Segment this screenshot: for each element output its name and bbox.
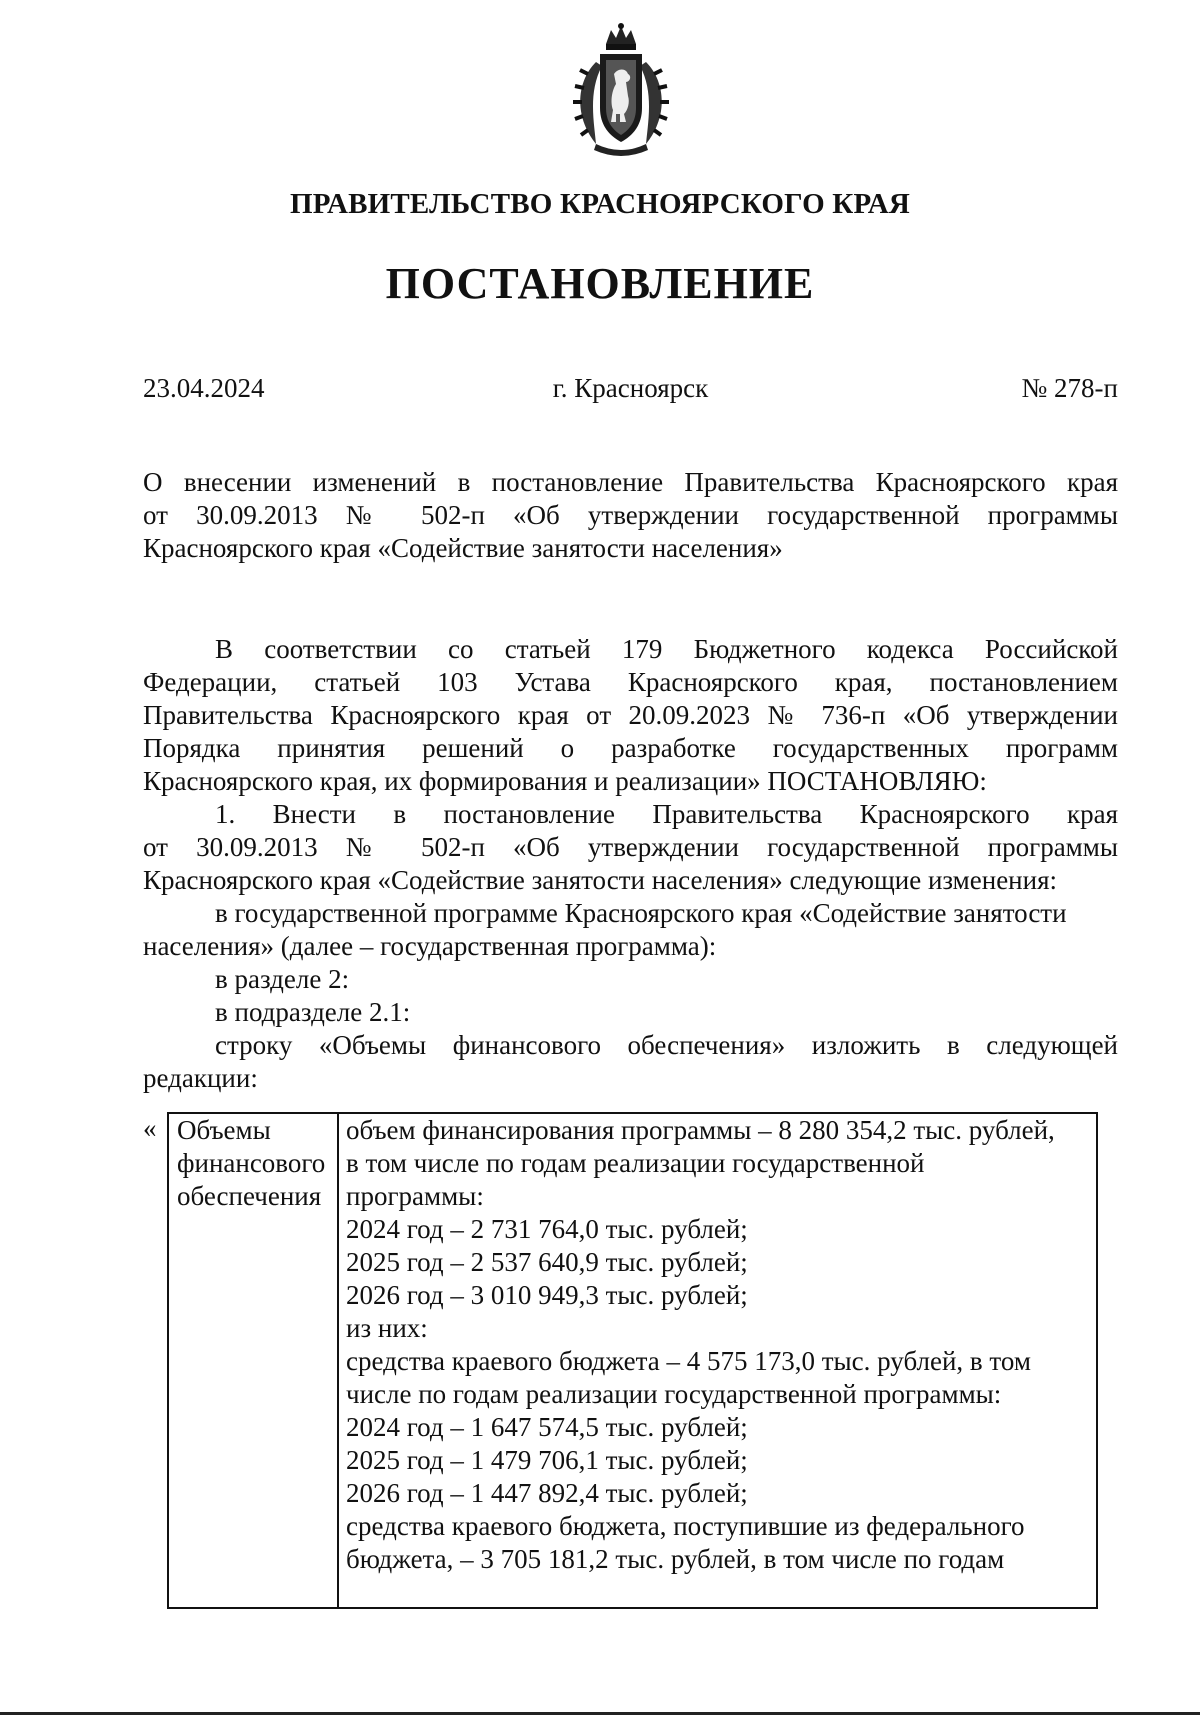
table-content-line: 2026 год – 1 447 892,4 тыс. рублей; (346, 1478, 748, 1508)
table-content-line: 2025 год – 1 479 706,1 тыс. рублей; (346, 1445, 748, 1475)
document-type-title: ПОСТАНОВЛЕНИЕ (385, 259, 815, 308)
document-city: г. Красноярск (552, 373, 709, 403)
table-content-line: в том числе по годам реализации государственной (346, 1148, 925, 1178)
document-date: 23.04.2024 (143, 373, 265, 403)
body-line: Красноярского края, их формирования и реализации» ПОСТАНОВЛЯЮ: (143, 766, 987, 796)
table-content-line: бюджета, – 3 705 181,2 тыс. рублей, в том числе по годам (346, 1544, 1005, 1574)
financing-table (167, 1112, 1098, 1609)
body-line: в подразделе 2.1: (215, 997, 411, 1027)
body-line: Красноярского края «Содействие занятости населения» следующие изменения: (143, 865, 1057, 895)
table-content-line: 2026 год – 3 010 949,3 тыс. рублей; (346, 1280, 748, 1310)
body-line: Федерации, статьей 103 Устава Красноярского края, постановлением (143, 667, 1118, 697)
table-open-quote: « (143, 1113, 157, 1143)
table-content-line: программы: (346, 1181, 484, 1211)
body-line: редакции: (143, 1063, 258, 1093)
table-label-line: Объемы (177, 1115, 271, 1145)
body-line: В соответствии со статьей 179 Бюджетного кодекса Российской (215, 634, 1118, 664)
document-meta-row (143, 373, 1118, 409)
body-line: в разделе 2: (215, 964, 350, 994)
table-label-line: обеспечения (177, 1181, 322, 1211)
scan-edge-divider (0, 1712, 1200, 1715)
table-content-line: средства краевого бюджета, поступившие из федерального (346, 1511, 1025, 1541)
body-line: Порядка принятия решений о разработке государственных программ (143, 733, 1118, 763)
table-label-cell (177, 1114, 335, 1213)
table-content-line: 2024 год – 1 647 574,5 тыс. рублей; (346, 1412, 748, 1442)
body-line: от 30.09.2013 № 502-п «Об утверждении государственной программы (143, 832, 1118, 862)
body-line: 1. Внести в постановление Правительства Красноярского края (215, 799, 1118, 829)
body-line: Правительства Красноярского края от 20.09.2023 № 736-п «Об утверждении (143, 700, 1118, 730)
table-content-line: средства краевого бюджета – 4 575 173,0 тыс. рублей, в том (346, 1346, 1031, 1376)
table-label-line: финансового (177, 1148, 326, 1178)
subject-line: от 30.09.2013 № 502-п «Об утверждении государственной программы (143, 500, 1118, 530)
table-content-cell (346, 1114, 1098, 1576)
table-content-line: 2025 год – 2 537 640,9 тыс. рублей; (346, 1247, 748, 1277)
coat-of-arms-icon (566, 22, 676, 158)
body-line: строку «Объемы финансового обеспечения» изложить в следующей (215, 1030, 1118, 1060)
body-line: населения» (далее – государственная программа): (143, 931, 717, 961)
table-column-divider (337, 1114, 339, 1607)
body-line: в государственной программе Красноярского края «Содействие занятости (215, 898, 1067, 928)
subject-line: Красноярского края «Содействие занятости населения» (143, 533, 783, 563)
table-content-line: из них: (346, 1313, 428, 1343)
table-content-line: числе по годам реализации государственной программы: (346, 1379, 1002, 1409)
table-content-line: объем финансирования программы – 8 280 354,2 тыс. рублей, (346, 1115, 1055, 1145)
subject-line: О внесении изменений в постановление Правительства Красноярского края (143, 467, 1118, 497)
document-number: № 278-п (1021, 373, 1118, 403)
government-title: ПРАВИТЕЛЬСТВО КРАСНОЯРСКОГО КРАЯ (289, 188, 911, 220)
table-content-line: 2024 год – 2 731 764,0 тыс. рублей; (346, 1214, 748, 1244)
